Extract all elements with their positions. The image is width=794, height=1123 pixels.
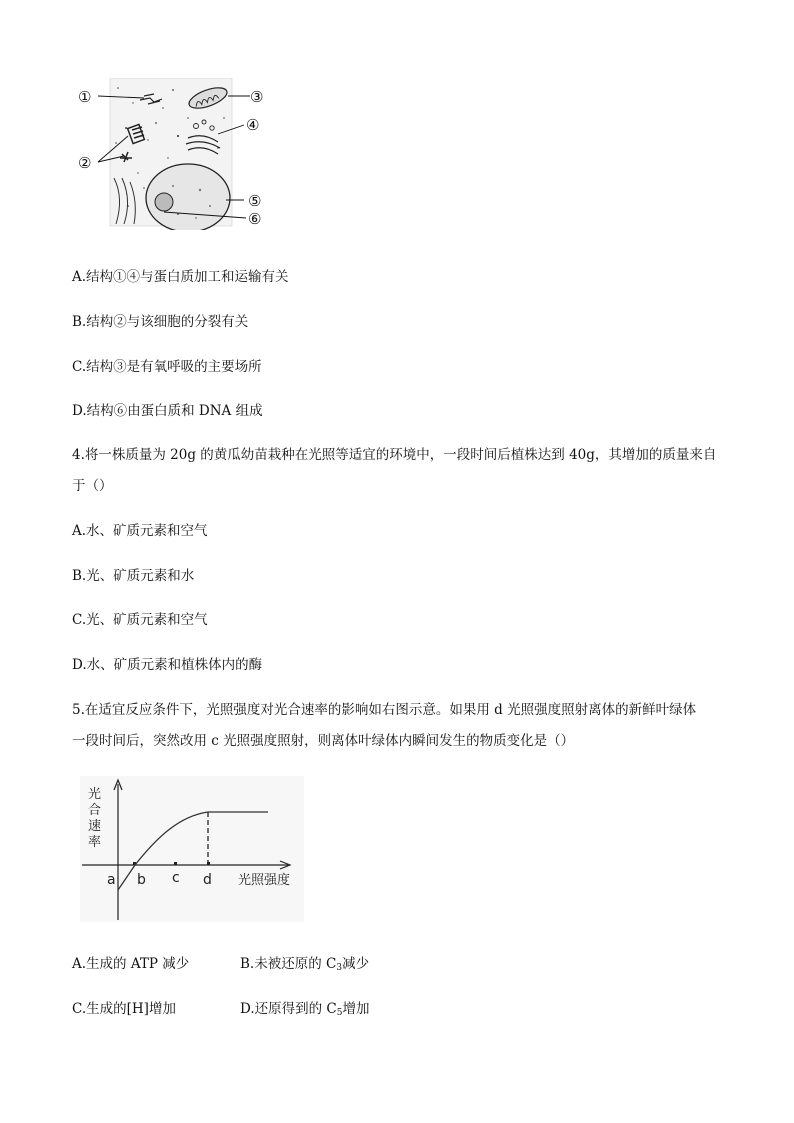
tick-label-d: d [203, 872, 212, 888]
q5-option-d [240, 999, 370, 1023]
q5-option-b-suffix: 减少 [342, 956, 370, 972]
tick-c [174, 862, 177, 865]
cell-structure-figure [78, 78, 278, 230]
q5-stem-line1: 5.在适宜反应条件下，光照强度对光合速率的影响如右图示意。如果用 d 光照强度照射离体的新鲜叶绿体 [72, 702, 697, 718]
q5-option-d-prefix: D.还原得到的 C [240, 1001, 337, 1017]
marker-6: ⑥ [248, 210, 262, 228]
tick-label-a: a [107, 872, 116, 888]
q5-option-d-sub: 5 [336, 1008, 343, 1018]
marker-4: ④ [246, 116, 260, 134]
q3-option-d: D.结构⑥由蛋白质和 DNA 组成 [72, 403, 263, 419]
q3-option-b: B.结构②与该细胞的分裂有关 [72, 314, 249, 330]
q5-option-d-suffix: 增加 [342, 1001, 370, 1017]
q4-option-d: D.水、矿质元素和植株体内的酶 [72, 657, 263, 673]
y-label-char-3: 速 [88, 819, 102, 834]
marker-3: ③ [250, 88, 264, 106]
q5-stem-line2: 一段时间后，突然改用 c 光照强度照射，则离体叶绿体内瞬间发生的物质变化是（） [72, 733, 575, 749]
marker-1: ① [78, 88, 92, 106]
q4-stem-line2: 于（） [72, 478, 113, 494]
q3-option-a: A.结构①④与蛋白质加工和运输有关 [72, 269, 289, 285]
q5-option-b-prefix: B.未被还原的 C [240, 956, 337, 972]
q5-option-b-sub: 3 [336, 963, 343, 973]
tick-label-c: c [172, 870, 180, 886]
q5-option-a: A.生成的 ATP 减少 [72, 956, 190, 972]
q4-option-a: A.水、矿质元素和空气 [72, 523, 208, 539]
y-label-char-1: 光 [88, 787, 102, 802]
q4-stem-line1: 4.将一株质量为 20g 的黄瓜幼苗栽种在光照等适宜的环境中，一段时间后植株达到 40g，其增加的质量来自 [72, 447, 717, 463]
marker-5: ⑤ [248, 192, 262, 210]
photosynthesis-chart [80, 776, 304, 922]
y-label-char-4: 率 [88, 835, 102, 850]
q4-option-c: C.光、矿质元素和空气 [72, 612, 208, 628]
q3-option-c: C.结构③是有氧呼吸的主要场所 [72, 359, 262, 375]
marker-2: ② [78, 154, 92, 172]
tick-label-b: b [137, 872, 146, 888]
q5-option-b [240, 954, 369, 978]
y-label-char-2: 合 [88, 803, 102, 818]
q4-option-b: B.光、矿质元素和水 [72, 568, 195, 584]
q5-option-c: C.生成的[H]增加 [72, 1001, 176, 1017]
x-axis-label: 光照强度 [238, 873, 291, 888]
